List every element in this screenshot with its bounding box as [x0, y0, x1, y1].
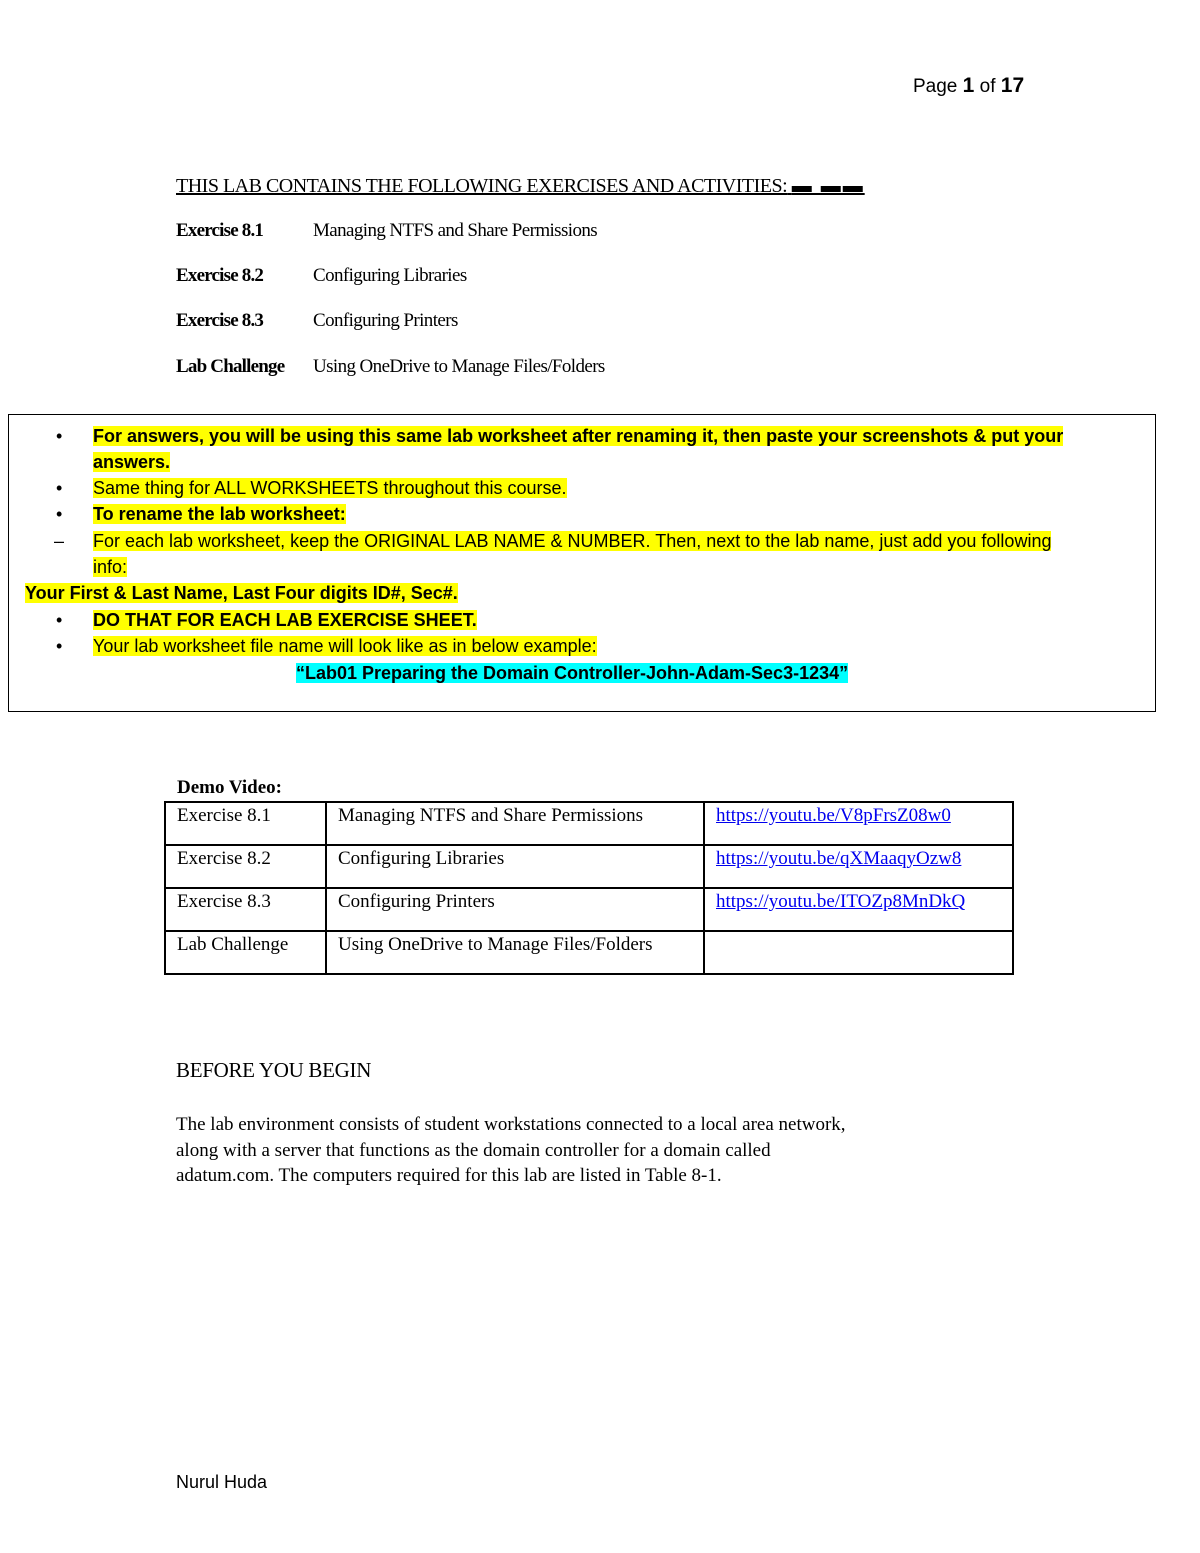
body-line: along with a server that functions as the domain controller for a domain called [176, 1139, 771, 1161]
table-cell-link [704, 802, 1013, 845]
bullet-icon: • [56, 478, 63, 498]
instruction-text: Your First & Last Name, Last Four digits ID#, Sec#. [25, 583, 458, 603]
video-link[interactable]: https://youtu.be/ITOZp8MnDkQ [716, 891, 966, 912]
contents-title [176, 175, 865, 198]
table-cell-link [704, 931, 1013, 974]
instruction-text: Same thing for ALL WORKSHEETS throughout this course. [93, 478, 567, 498]
table-cell-exercise: Exercise 8.1 [165, 802, 326, 845]
exercise-title: Configuring Printers [313, 310, 458, 331]
bullet-icon: • [56, 636, 63, 656]
body-line: adatum.com. The computers required for this lab are listed in Table 8-1. [176, 1165, 722, 1186]
instruction-text: info: [93, 557, 128, 577]
exercise-label: Exercise 8.1 [176, 220, 264, 241]
instruction-text: DO THAT FOR EACH LAB EXERCISE SHEET. [93, 610, 477, 630]
video-link[interactable]: https://youtu.be/qXMaaqyOzw8 [716, 848, 962, 869]
dash-icon: – [54, 531, 65, 551]
table-cell-exercise: Exercise 8.3 [165, 888, 326, 931]
section-heading: BEFORE YOU BEGIN [176, 1058, 372, 1082]
page-total: 17 [1000, 74, 1025, 97]
page-prefix: Page [913, 76, 958, 97]
exercise-title: Configuring Libraries [313, 265, 467, 286]
video-link[interactable]: https://youtu.be/V8pFrsZ08w0 [716, 805, 951, 826]
table-cell-link [704, 888, 1013, 931]
table-row [165, 888, 1013, 931]
table-row [165, 802, 1013, 845]
page-of: of [979, 76, 996, 97]
exercise-title: Using OneDrive to Manage Files/Folders [313, 356, 605, 377]
demo-video-label: Demo Video: [177, 777, 283, 798]
instruction-text: answers. [93, 452, 171, 472]
table-cell-title: Configuring Libraries [326, 845, 704, 888]
exercise-label: Exercise 8.2 [176, 265, 264, 286]
instruction-text: To rename the lab worksheet: [93, 504, 346, 524]
instruction-text: Your lab worksheet file name will look like as in below example: [93, 636, 597, 656]
exercise-label: Exercise 8.3 [176, 310, 264, 331]
table-cell-title: Using OneDrive to Manage Files/Folders [326, 931, 704, 974]
table-cell-title: Configuring Printers [326, 888, 704, 931]
page-number [913, 74, 1024, 98]
table-row [165, 845, 1013, 888]
bullet-icon: • [56, 610, 63, 630]
exercise-label: Lab Challenge [176, 356, 285, 377]
table-cell-title: Managing NTFS and Share Permissions [326, 802, 704, 845]
instruction-text: For each lab worksheet, keep the ORIGINAL LAB NAME & NUMBER. Then, next to the lab name, just add you following [93, 531, 1052, 551]
instruction-text: For answers, you will be using this same lab worksheet after renaming it, then paste your screenshots & put your [93, 426, 1064, 446]
instruction-name-line [25, 580, 458, 606]
exercise-title: Managing NTFS and Share Permissions [313, 220, 598, 241]
bullet-icon: • [56, 426, 63, 446]
instructions-box [8, 414, 1156, 712]
body-line: The lab environment consists of student workstations connected to a local area network, [176, 1114, 846, 1135]
footer-author: Nurul Huda [176, 1472, 268, 1492]
demo-video-table [164, 801, 1014, 975]
example-filename: “Lab01 Preparing the Domain Controller-John-Adam-Sec3-1234” [296, 663, 849, 683]
bullet-icon: • [56, 504, 63, 524]
section-body [176, 1112, 956, 1189]
contents-title-trailing-mark: ▬ ▬▬ [791, 175, 865, 197]
table-cell-exercise: Exercise 8.2 [165, 845, 326, 888]
table-cell-link [704, 845, 1013, 888]
table-cell-exercise: Lab Challenge [165, 931, 326, 974]
contents-title-text: THIS LAB CONTAINS THE FOLLOWING EXERCISES AND ACTIVITIES: [176, 175, 788, 197]
page-current: 1 [962, 74, 975, 97]
instruction-example [296, 660, 848, 686]
table-row [165, 931, 1013, 974]
